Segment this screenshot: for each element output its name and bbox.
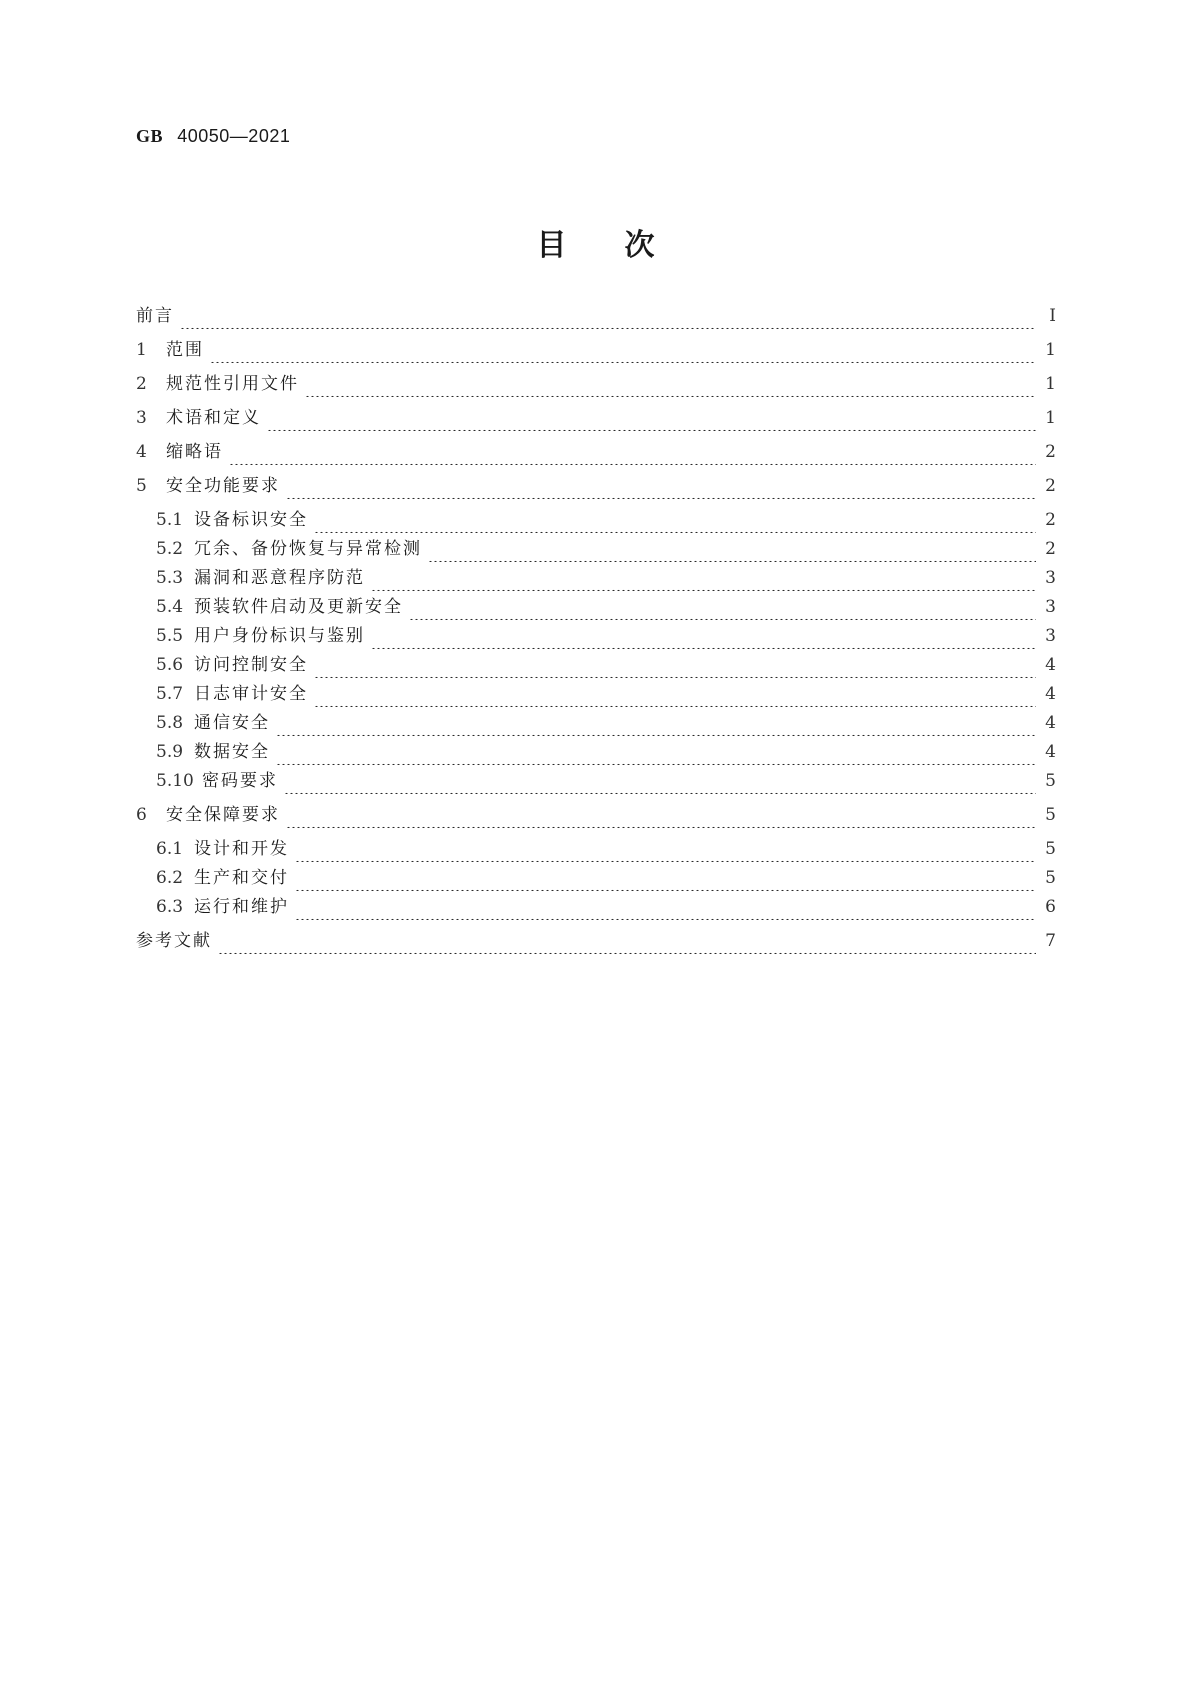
toc-entry-5-2[interactable] — [156, 536, 1056, 562]
dot-leader — [305, 371, 1036, 397]
toc-entry-label: 数据安全 — [194, 742, 270, 762]
toc-entry-6[interactable] — [136, 802, 1056, 828]
toc-entry-number: 5.5 — [156, 626, 184, 646]
toc-entry-page: 4 — [1045, 655, 1056, 675]
toc-entry-page: 5 — [1045, 839, 1056, 859]
toc-entry-5-4[interactable] — [156, 594, 1056, 620]
toc-entry-number: 5.10 — [156, 771, 194, 791]
toc-entry-number: 6.3 — [156, 897, 184, 917]
dot-leader — [210, 337, 1036, 363]
toc-entry-number: 1 — [136, 340, 147, 360]
toc-entry-number: 5.8 — [156, 713, 184, 733]
toc-entry-page: 2 — [1045, 476, 1056, 496]
toc-entry-page: 1 — [1045, 340, 1056, 360]
toc-entry-label: 缩略语 — [166, 442, 223, 462]
dot-leader — [314, 681, 1036, 707]
toc-entry-page: 5 — [1045, 771, 1056, 791]
toc-entry-label: 运行和维护 — [194, 897, 289, 917]
toc-entry-page: 3 — [1045, 597, 1056, 617]
toc-entry-5-3[interactable] — [156, 565, 1056, 591]
toc-entry-label: 安全保障要求 — [166, 805, 280, 825]
toc-entry-number: 5.4 — [156, 597, 184, 617]
toc-entry-page: 2 — [1045, 510, 1056, 530]
dot-leader — [286, 802, 1036, 828]
toc-entry-number: 4 — [136, 442, 147, 462]
standard-prefix: GB — [136, 126, 164, 146]
toc-entry-number: 6 — [136, 805, 147, 825]
toc-entry-page: 2 — [1045, 442, 1056, 462]
toc-entry-page: 4 — [1045, 684, 1056, 704]
toc-entry-label: 日志审计安全 — [194, 684, 308, 704]
toc-entry-label: 通信安全 — [194, 713, 270, 733]
toc-entry-page: 1 — [1045, 374, 1056, 394]
toc-entry-5-9[interactable] — [156, 739, 1056, 765]
toc-entry-6-1[interactable] — [156, 836, 1056, 862]
toc-entry-label: 设备标识安全 — [194, 510, 308, 530]
toc-entry-page: 1 — [1045, 408, 1056, 428]
toc-entry-label: 生产和交付 — [194, 868, 289, 888]
toc-entry-label: 术语和定义 — [166, 408, 261, 428]
toc-entry-number: 5 — [136, 476, 147, 496]
dot-leader — [428, 536, 1036, 562]
dot-leader — [284, 768, 1036, 794]
toc-entry-number: 5.1 — [156, 510, 184, 530]
toc-entry-3[interactable] — [136, 405, 1056, 431]
toc-entry-label: 访问控制安全 — [194, 655, 308, 675]
toc-entry-page: Ⅰ — [1049, 306, 1056, 326]
dot-leader — [286, 473, 1036, 499]
toc-entry-5-1[interactable] — [156, 507, 1056, 533]
dot-leader — [229, 439, 1036, 465]
toc-entry-label: 冗余、备份恢复与异常检测 — [194, 539, 422, 559]
toc-entry-label: 安全功能要求 — [166, 476, 280, 496]
toc-entry-number: 6.1 — [156, 839, 184, 859]
page-title: 目次 — [536, 228, 713, 263]
dot-leader — [295, 865, 1036, 891]
toc-entry-number: 3 — [136, 408, 147, 428]
toc-entry-5-6[interactable] — [156, 652, 1056, 678]
toc-entry-5-8[interactable] — [156, 710, 1056, 736]
dot-leader — [276, 739, 1036, 765]
dot-leader — [371, 623, 1036, 649]
toc-entry-page: 3 — [1045, 568, 1056, 588]
toc-entry-page: 5 — [1045, 805, 1056, 825]
toc-entry-references[interactable] — [136, 928, 1056, 954]
toc-entry-label: 参考文献 — [136, 931, 212, 951]
toc-entry-page: 6 — [1045, 897, 1056, 917]
dot-leader — [276, 710, 1036, 736]
toc-entry-5[interactable] — [136, 473, 1056, 499]
toc-entry-label: 前言 — [136, 306, 174, 326]
toc-entry-foreword[interactable] — [136, 303, 1056, 329]
dot-leader — [295, 894, 1036, 920]
dot-leader — [295, 836, 1036, 862]
toc-entry-page: 7 — [1045, 931, 1056, 951]
toc-entry-label: 漏洞和恶意程序防范 — [194, 568, 365, 588]
toc-entry-2[interactable] — [136, 371, 1056, 397]
toc-entry-number: 5.7 — [156, 684, 184, 704]
toc-entry-4[interactable] — [136, 439, 1056, 465]
toc-entry-label: 密码要求 — [202, 771, 278, 791]
toc-entry-label: 范围 — [166, 340, 204, 360]
dot-leader — [314, 652, 1036, 678]
toc-entry-number: 5.2 — [156, 539, 184, 559]
toc-entry-page: 2 — [1045, 539, 1056, 559]
toc-entry-6-2[interactable] — [156, 865, 1056, 891]
toc-entry-1[interactable] — [136, 337, 1056, 363]
toc-entry-number: 5.6 — [156, 655, 184, 675]
standard-number: 40050—2021 — [177, 126, 291, 146]
dot-leader — [371, 565, 1036, 591]
dot-leader — [180, 303, 1036, 329]
dot-leader — [314, 507, 1036, 533]
toc-entry-number: 6.2 — [156, 868, 184, 888]
toc-entry-label: 规范性引用文件 — [166, 374, 299, 394]
toc-entry-5-5[interactable] — [156, 623, 1056, 649]
toc-entry-6-3[interactable] — [156, 894, 1056, 920]
dot-leader — [218, 928, 1036, 954]
toc-entry-label: 预装软件启动及更新安全 — [194, 597, 403, 617]
dot-leader — [409, 594, 1036, 620]
toc-entry-5-10[interactable] — [156, 768, 1056, 794]
toc-entry-page: 4 — [1045, 742, 1056, 762]
toc-entry-label: 用户身份标识与鉴别 — [194, 626, 365, 646]
toc-entry-5-7[interactable] — [156, 681, 1056, 707]
toc-entry-number: 5.3 — [156, 568, 184, 588]
toc-entry-page: 4 — [1045, 713, 1056, 733]
toc-entry-label: 设计和开发 — [194, 839, 289, 859]
toc-entry-page: 5 — [1045, 868, 1056, 888]
toc-entry-number: 2 — [136, 374, 147, 394]
toc-entry-number: 5.9 — [156, 742, 184, 762]
dot-leader — [267, 405, 1036, 431]
toc-entry-page: 3 — [1045, 626, 1056, 646]
